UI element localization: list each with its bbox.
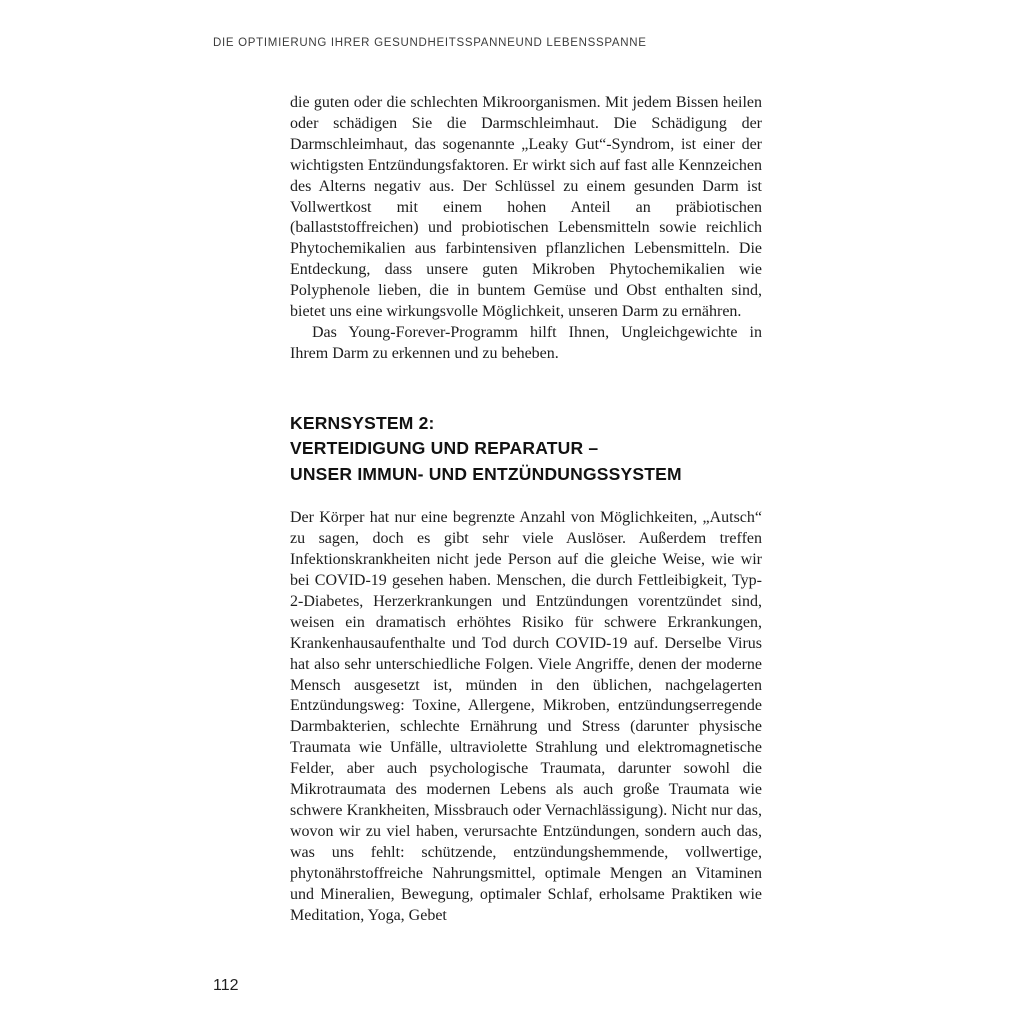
heading-line-kernsystem: KERNSYSTEM 2: (290, 412, 435, 433)
paragraph-immune-inflammation: Der Körper hat nur eine begrenzte Anzahl von Möglichkeiten, „Autsch“ zu sagen, doch es gibt sehr viele Auslöser. Außerdem treffen Infektionskrankheiten nicht jede Person auf die gleiche Weise, wie wir bei COVID-19 gesehen haben. Menschen, die durch Fettleibigkeit, Typ-2-Diabetes, Herzerkrankungen und Entzündungen vorentzündet sind, weisen ein dramatisch erhöhtes Risiko für schwere Erkrankungen, Krankenhausaufenthalte und Tod durch COVID-19 auf. Derselbe Virus hat also sehr unterschiedliche Folgen. Viele Angriffe, denen der moderne Mensch ausgesetzt ist, münden in den üblichen, nachgelagerten Entzündungsweg: Toxine, Allergene, Mikroben, entzündungserregende Darmbakterien, schlechte Ernährung und Stress (darunter physische Traumata wie Unfälle, ultraviolette Strahlung und elektromagnetische Felder, aber auch psychologische Traumata, darunter sowohl die Mikrotraumata des modernen Lebens als auch große Traumata wie schwere Krankheiten, Missbrauch oder Vernachlässigung). Nicht nur das, wovon wir zu viel haben, verursachte Entzündungen, sondern auch das, was uns fehlt: schützende, entzündungshemmende, vollwertige, phytonährstoffreiche Nahrungsmittel, optimale Mengen an Vitaminen und Mineralien, Bewegung, optimaler Schlaf, erholsame Praktiken wie Meditation, Yoga, Gebet (290, 509, 762, 924)
heading-line-verteidigung: VERTEIDIGUNG UND REPARATUR – (290, 438, 599, 459)
section-heading (290, 411, 762, 488)
text-column (290, 93, 762, 926)
page-number: 112 (213, 977, 239, 994)
paragraph-gut-microbes: die guten oder die schlechten Mikroorganismen. Mit jedem Bissen heilen oder schädigen Sie die Darmschleimhaut. Die Schädigung der Darmschleimhaut, das sogenannte „Leaky Gut“-Syndrom, ist einer der wichtigsten Entzündungsfaktoren. Er wirkt sich auf fast alle Kennzeichen des Alterns negativ aus. Der Schlüssel zu einem gesunden Darm ist Vollwertkost mit einem hohen Anteil an präbiotischen (ballaststoffreichen) und probiotischen Lebensmitteln sowie reichlich Phytochemikalien aus farbintensiven pflanzlichen Lebensmitteln. Die Entdeckung, dass unsere guten Mikroben Phytochemikalien wie Polyphenole lieben, die in buntem Gemüse und Obst enthalten sind, bietet uns eine wirkungsvolle Möglichkeit, unseren Darm zu ernähren. (290, 94, 762, 321)
paragraph-young-forever-program: Das Young-Forever-Programm hilft Ihnen, Ungleichgewichte in Ihrem Darm zu erkennen und zu beheben. (290, 323, 762, 362)
heading-line-immunsystem: UNSER IMMUN- UND ENTZÜNDUNGSSYSTEM (290, 463, 682, 484)
running-header: DIE OPTIMIERUNG IHRER GESUNDHEITSSPANNEUND LEBENSSPANNE (213, 37, 647, 49)
